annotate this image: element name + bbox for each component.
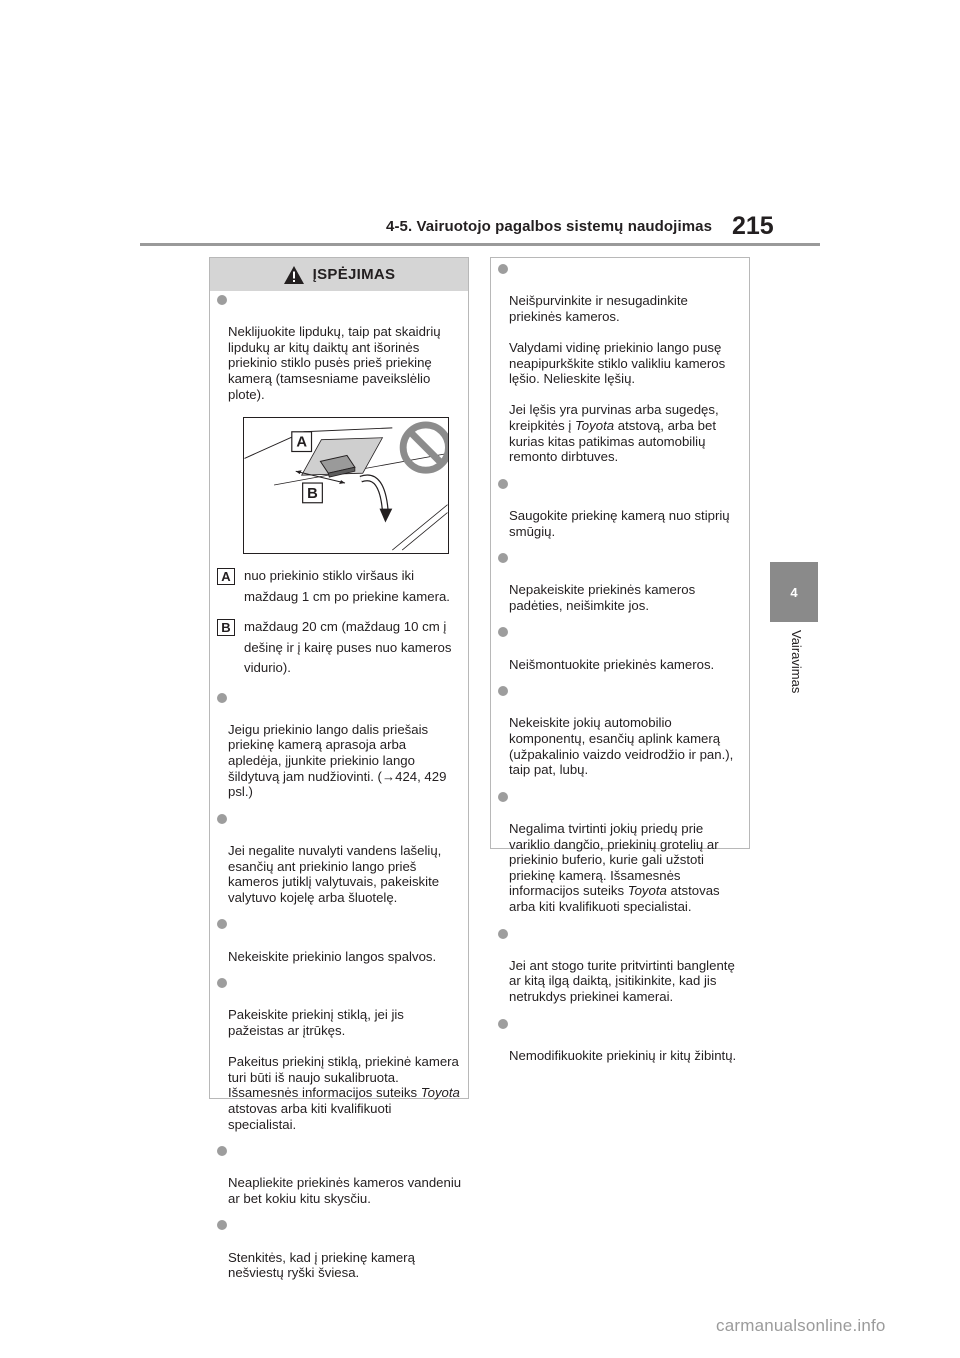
- bullet-icon: [498, 1019, 508, 1029]
- warning-item-text: Nemodifikuokite priekinių ir kitų žibintų.: [509, 1047, 737, 1063]
- bullet-icon: [498, 553, 508, 563]
- warning-item-text: atstovas arba kiti kvalifikuoti specialistai.: [509, 883, 720, 914]
- windshield-camera-figure: [243, 417, 449, 554]
- warning-item: [498, 790, 743, 915]
- warning-item-text: atstovas arba kiti kvalifikuoti specialistai.: [228, 1100, 392, 1132]
- bullet-icon: [217, 1220, 227, 1230]
- figure-label-a: A: [296, 434, 307, 451]
- warning-item: [498, 927, 743, 1005]
- warning-item: [217, 917, 462, 964]
- warning-item-text: Stenkitės, kad į priekinę kamerą nešviestų ryški šviesa.: [228, 1249, 415, 1281]
- warning-item-text: Jei ant stogo turite pritvirtinti banglentę ar kitą ilgą daiktą, įsitikinkite, kad jis netrukdys priekinei kamerai.: [509, 957, 735, 1004]
- warning-item: [217, 1144, 462, 1206]
- warning-box-right: [490, 257, 750, 1063]
- warning-box-left: [209, 257, 469, 1281]
- warning-item: [498, 477, 743, 539]
- legend-text-a: nuo priekinio stiklo viršaus iki maždaug 1 cm po priekine kamera.: [244, 568, 450, 604]
- legend-marker-b: B: [217, 619, 235, 636]
- warning-triangle-icon: [283, 265, 305, 285]
- warning-title: ĮSPĖJIMAS: [312, 266, 396, 283]
- warning-item: [498, 551, 743, 613]
- bullet-icon: [498, 686, 508, 696]
- figure-legend: [217, 566, 462, 679]
- warning-item: [498, 684, 743, 778]
- brand-name: Toyota: [627, 883, 667, 899]
- warning-item: [498, 262, 743, 465]
- warning-item-text: Jei lęšis yra purvinas arba sugedęs, kreipkitės į: [509, 402, 719, 433]
- legend-row-b: [217, 617, 462, 679]
- warning-item: [217, 1218, 462, 1280]
- prohibited-icon: [410, 432, 442, 464]
- legend-row-a: [217, 566, 462, 607]
- bullet-icon: [217, 295, 227, 305]
- warning-item-text: Pakeiskite priekinį stiklą, jei jis pažeistas ar įtrūkęs.: [228, 1007, 404, 1038]
- warning-item: [498, 1017, 743, 1064]
- warning-item: [217, 293, 462, 402]
- bullet-icon: [217, 919, 227, 929]
- warning-item-text: atstovą, arba bet kurias kitas patikimas automobilių remonto dirbtuves.: [509, 417, 716, 465]
- bullet-icon: [217, 693, 227, 703]
- chapter-number: 4: [790, 584, 798, 600]
- bullet-icon: [498, 479, 508, 489]
- warning-item: [217, 976, 462, 1132]
- bullet-icon: [498, 627, 508, 637]
- warning-item: [217, 691, 462, 800]
- brand-name: Toyota: [420, 1085, 460, 1101]
- warning-item-text: Nekeiskite priekinio langos spalvos.: [228, 948, 437, 964]
- figure-label-b: B: [307, 485, 318, 502]
- page-number: 215: [732, 212, 774, 240]
- chapter-tab[interactable]: [770, 562, 818, 622]
- warning-item: [498, 625, 743, 672]
- warning-item-text: Neišpurvinkite ir nesugadinkite priekinės kameros.: [509, 293, 688, 324]
- bullet-icon: [217, 1146, 227, 1156]
- section-title: 4-5. Vairuotojo pagalbos sistemų naudojimas: [386, 218, 713, 235]
- warning-item-text: Saugokite priekinę kamerą nuo stiprių smūgių.: [509, 507, 730, 539]
- warning-item-text: Nepakeiskite priekinės kameros padėties, neišimkite jos.: [509, 582, 696, 613]
- bullet-icon: [217, 814, 227, 824]
- header-rule: [140, 243, 820, 246]
- legend-text-b: maždaug 20 cm (maždaug 10 cm į dešinę ir į kairę puses nuo kameros vidurio).: [244, 619, 452, 676]
- bullet-icon: [498, 792, 508, 802]
- warning-item-text: Neišmontuokite priekinės kameros.: [509, 656, 715, 672]
- warning-item-text: Neapliekite priekinės kameros vandeniu ar bet kokiu kitu skysčiu.: [228, 1175, 462, 1206]
- warning-item-text: Nekeiskite jokių automobilio komponentų, esančių aplink kamerą (užpakalinio vaizdo veidrodžio ir pan.), taip pat, lubų.: [509, 715, 734, 778]
- warning-intro-text: Neklijuokite lipdukų, taip pat skaidrių lipdukų ar kitų daiktų ant išorinės priekinio stiklo pusės prieš priekinę kamerą (tamsesniame paveikslėlio plote).: [228, 324, 441, 402]
- warning-item-text: Negalima tvirtinti jokių priedų prie variklio dangčio, priekinių grotelių ar priekinio buferio, kurie gali užstoti priekinę kamerą. Išsamesnės informacijos suteiks: [509, 821, 719, 899]
- bullet-icon: [217, 978, 227, 988]
- warning-item-text: Jei negalite nuvalyti vandens lašelių, esančių ant priekinio lango prieš kameros jutiklį valytuvais, pakeiskite valytuvo kojelę arba šluotelę.: [228, 843, 442, 905]
- legend-marker-a: A: [217, 568, 235, 585]
- warning-item: [217, 812, 462, 906]
- warning-item-text: Pakeitus priekinį stiklą, priekinė kamera turi būti iš naujo sukalibruota. Išsamesnės informacijos suteiks: [228, 1054, 459, 1101]
- bullet-icon: [498, 264, 508, 274]
- brand-name: Toyota: [574, 417, 615, 433]
- chapter-label: Vairavimas: [789, 630, 804, 694]
- bullet-icon: [498, 929, 508, 939]
- warning-item-text: Valydami vidinę priekinio lango pusę neapipurkškite stiklo valikliu kameros lęšio. Nelieskite lęšių.: [509, 339, 726, 387]
- warning-header: [210, 258, 468, 291]
- watermark[interactable]: carmanualsonline.info: [716, 1316, 886, 1335]
- warning-item-text: Jeigu priekinio lango dalis priešais priekinę kamerą aprasoja arba apledėja, įjunkite priekinio lango šildytuvą jam nudžiovinti. (→424, 429 psl.): [228, 721, 447, 800]
